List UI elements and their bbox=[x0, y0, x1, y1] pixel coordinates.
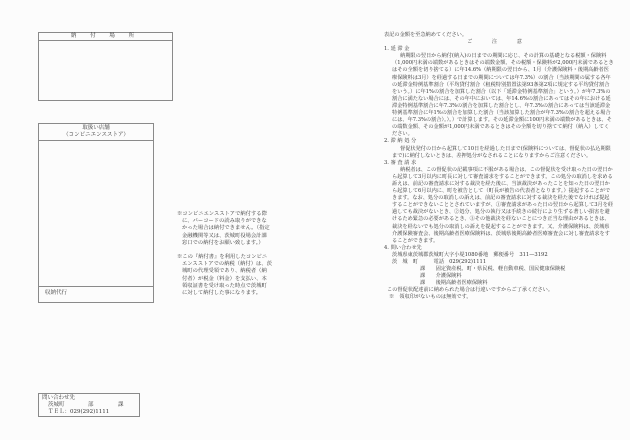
payment-place-header: 納 付 場 所 bbox=[39, 33, 172, 41]
section-body-appeal: 納税者は、この督促状の記載事項に不服がある場合は、この督促状を受け取った日の翌日から起算して3月以内に町長に対して審査請求をすることができます。この処分の取消しを求める訴えは、前記の審査請求に対する裁決を経た後に、当該裁決があったことを知った日の翌日から起算して6月以内に、町を被告として（町長が被告の代表者となります。）提起することができます。なお、処分の取消しの訴えは、前記の審査請求に対する裁決を経た後でなければ提起することができないこととされていますが、①審査請求があった日の翌日から起算して3月を経過しても裁決がないとき、②処分、処分の執行又は手続きの続行により生ずる著しい損害を避けるため緊急の必要があるとき、③その他裁決を経ないことにつき正当な理由があるときは、裁決を経ないでも処分の取消しの訴えを提起することができます。又、介護保険料は、茨城県介護保険審査会、後期高齢者医療保険料は、茨城県後期高齢者医療審査会に対し審査請求をすることができます。 bbox=[392, 166, 614, 244]
note-barcode: ※コンビニエンスストアで納付する際に、バーコードの読み取りができなかった場合は納付できません。（指定金融機関等又は、茨城町役場会計課窓口での納付をお願い致します。） bbox=[177, 211, 270, 246]
convenience-store-notes bbox=[177, 211, 272, 304]
contact-dept-tax: 課 固定資産税、町・県民税、軽自動車税、国民健康保険税 bbox=[420, 266, 566, 273]
notice-section bbox=[384, 32, 614, 302]
contact-dept-care: 課 介護保険料 bbox=[420, 273, 462, 280]
note-agent-receipt: ※この『納付書』を利用したコンビニエンスストアでの納税（納付）は、茨城町の代理受領であり、納税者（納付者）が税金（料金）を支払い、本領収証書を受け取った時点で茨城町に対して納付した事になります。 bbox=[177, 254, 272, 297]
section-heading-delinquency: 2. 滞 納 処 分 bbox=[384, 138, 417, 145]
collection-agent-label: 収納代行 bbox=[45, 290, 68, 296]
footer-crossed-mail: この督促状配達前に納められた場合は行違いですからご了承ください。 bbox=[387, 287, 554, 294]
contact-tel: ＴＥＬ：029(292)1111 bbox=[48, 409, 110, 416]
payment-place-box bbox=[38, 32, 173, 101]
contact-dept-elderly: 課 後期高齢者医療保険料 bbox=[420, 280, 488, 287]
contact-dept-a: 部 bbox=[88, 402, 94, 409]
contact-office-phone: 茨 城 町 電話 029(292)1111 bbox=[392, 259, 487, 265]
store-box-header bbox=[39, 124, 153, 141]
store-box bbox=[38, 123, 154, 303]
section-heading-contact: 4. 問い合わせ先 bbox=[384, 244, 422, 251]
store-header-line1: 取扱い店舗 bbox=[82, 125, 110, 131]
contact-address: 茨城県東茨城郡茨城町大字小堤1080番地 郵便番号 311—3192 bbox=[392, 251, 548, 258]
store-header-line2: （コンビニエンスストア） bbox=[63, 132, 129, 138]
contact-dept-b: 課 bbox=[118, 402, 124, 409]
collection-agent-row bbox=[39, 286, 153, 302]
contact-box bbox=[38, 393, 140, 417]
section-heading-appeal: 3. 審 査 請 求 bbox=[384, 159, 417, 166]
contact-title: 問い合わせ先 bbox=[42, 395, 76, 401]
footer-stamp-note: ※ 領収印がないものは無効です。 bbox=[389, 294, 472, 301]
contact-office: 茨城町 bbox=[48, 402, 65, 409]
intro-text: 表記の金額を至急納めてください。 bbox=[384, 32, 468, 38]
section-heading-late-fee: 1. 延 滞 金 bbox=[384, 46, 410, 53]
notice-title: ご 注 意 bbox=[467, 39, 531, 46]
section-body-late-fee: 納期限の翌日から納付(納入)の日までの期間に応じ、その計算の基礎となる税額・保険料（1,000円未満の端数があるときはその端数金額、その税額・保険料が2,000円未満であるときはその全額を切り捨てる）に年14.6%（納期限の翌日から、1月（介護保険料・後期高齢者医療保険料は3月）を経過する日までの期間については年7.3%）の割合（当該期間の属する各年の延滞金特例基準割合（平均貸付割合（租税特別措置法第93条第2項に規定する平均貸付割合をいう。）に年1%の割合を加算した割合（以下「延滞金特例基準割合」という。）が年7.3%の割合に満たない場合には、その年中においては、年14.6%の割合にあってはその年における延滞金特例基準割合に年7.3%の割合を加算した割合とし、年7.3%の割合にあっては当該延滞金特例基準割合に年1%の割合を加算した割合（当該加算した割合が年7.3%の割合を超える場合には、年7.3%の割合）。）。）で計算します。その延滞金額に100円未満の端数があるときは、その端数金額、その金額が1,000円未満であるときはその全額を切り捨てて納付（納入）してください。 bbox=[392, 53, 614, 138]
section-body-delinquency: 督促状発付の日から起算して10日を経過した日まで(保険料については、督促状の払込期限まで)に納付しないときは、差押処分がなされることになりますからご注意ください。 bbox=[392, 145, 611, 159]
